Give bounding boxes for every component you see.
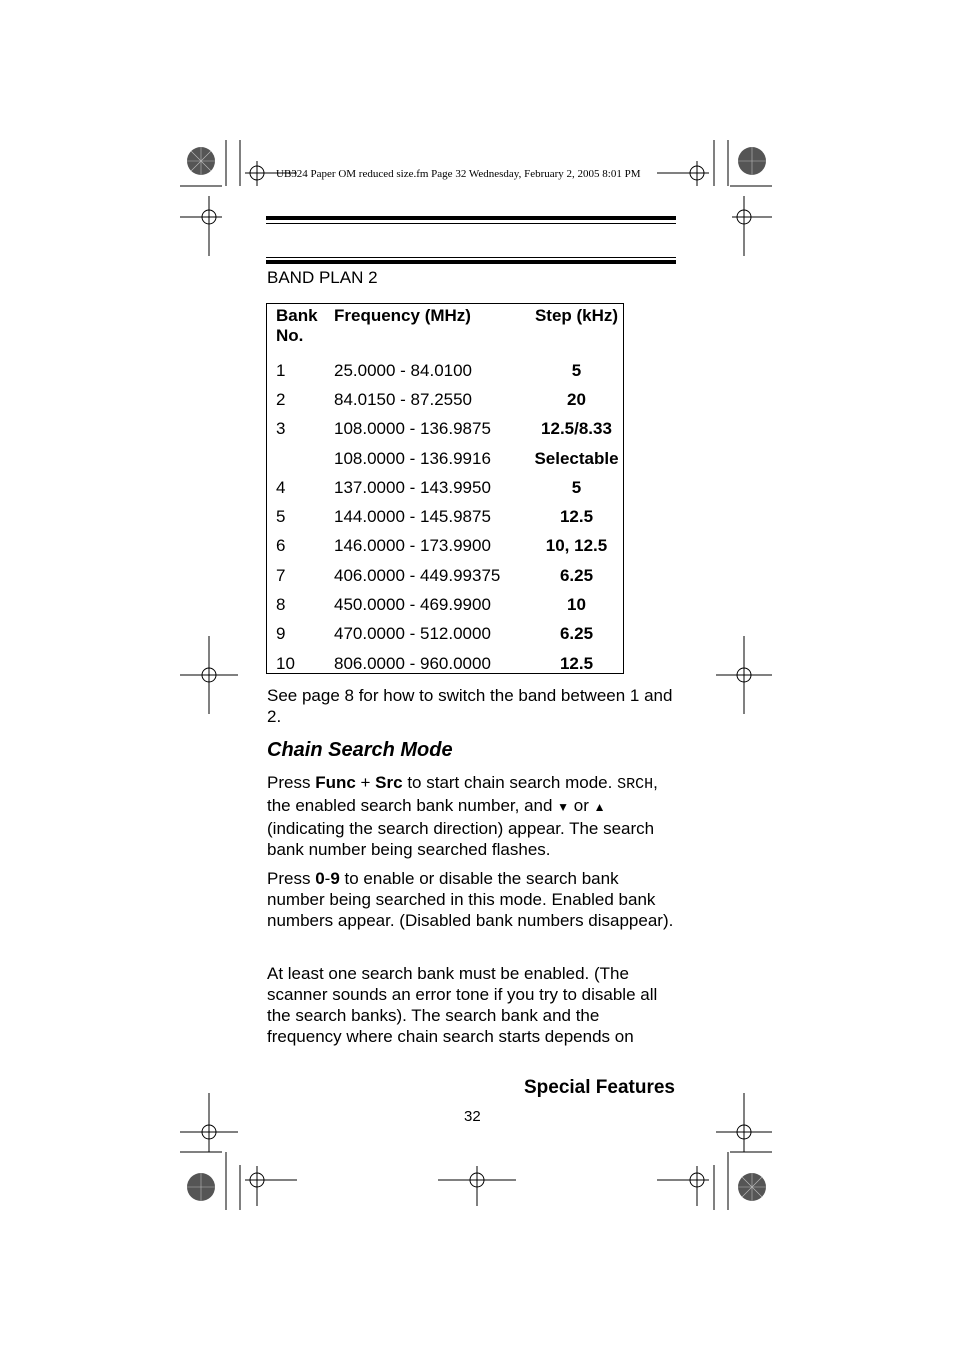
cell-step: 12.5 <box>559 507 594 527</box>
src-key: Src <box>375 773 403 792</box>
cell-step: 10 <box>567 595 586 615</box>
header-frequency: Frequency (MHz) <box>334 306 471 325</box>
chain-paragraph-2 <box>267 868 677 931</box>
table-header-row <box>267 304 623 356</box>
table-row <box>267 532 623 561</box>
table-row <box>267 385 623 414</box>
cell-frequency: 108.0000 - 136.9875 <box>334 419 491 439</box>
section-label: BAND PLAN 2 <box>267 268 378 287</box>
cell-bank: 8 <box>276 595 286 615</box>
cell-bank: 4 <box>276 477 286 497</box>
cell-frequency: 25.0000 - 84.0100 <box>334 360 473 380</box>
cell-bank <box>267 444 334 473</box>
header-bank-line1: Bank <box>276 306 318 325</box>
table-row <box>267 620 623 649</box>
p1-text-rest1: , the enabled search bank number, and <box>267 773 658 815</box>
down-arrow-icon: ▼ <box>557 800 570 814</box>
table-row <box>267 561 623 590</box>
cell-bank: 6 <box>276 536 286 556</box>
cell-frequency: 137.0000 - 143.9950 <box>334 477 491 497</box>
table-row <box>267 444 623 473</box>
up-arrow-icon: ▲ <box>593 800 606 814</box>
cell-step: 20 <box>567 389 586 409</box>
cell-bank: 2 <box>276 389 286 409</box>
table-row <box>267 590 623 619</box>
band-plan-table <box>266 303 624 674</box>
chain-paragraph-3: At least one search bank must be enabled. (The scanner sounds an error tone if you try to disable all the search banks). The search bank and the frequency where chain search starts depends on <box>267 964 658 1046</box>
p2-text-rest: to enable or disable the search bank number being searched in this mode. Enabled bank numbers appear. (Disabled bank numbers disappear). <box>267 869 674 930</box>
cell-frequency: 450.0000 - 469.9900 <box>334 595 491 615</box>
table-row <box>267 473 623 502</box>
cell-frequency: 84.0150 - 87.2550 <box>334 389 473 409</box>
cell-frequency: 806.0000 - 960.0000 <box>334 653 491 673</box>
table-row <box>267 415 623 444</box>
top-rule-thick <box>266 216 676 220</box>
cell-bank: 9 <box>276 624 286 644</box>
cell-frequency: 406.0000 - 449.99375 <box>334 565 501 585</box>
p1-or: or <box>569 796 594 815</box>
section-rule-thin <box>266 257 676 258</box>
cell-step: 6.25 <box>559 565 594 585</box>
page-number: 32 <box>464 1108 481 1125</box>
top-rule-thin <box>266 223 676 224</box>
footer-section-title: Special Features <box>523 1077 675 1098</box>
key-0: 0 <box>315 869 325 888</box>
cell-bank: 3 <box>276 419 286 439</box>
header-step: Step (kHz) <box>534 306 619 325</box>
cell-step: 12.5/8.33 <box>541 419 612 439</box>
cell-step: 5 <box>571 360 582 380</box>
p2-text: Press <box>267 869 316 888</box>
header-bank-line2: No. <box>276 326 304 345</box>
cell-step: 10, 12.5 <box>545 536 608 556</box>
p2-dash: - <box>324 869 331 888</box>
p1-plus: + <box>355 773 376 792</box>
cell-step: 6.25 <box>559 624 594 644</box>
cell-step: Selectable <box>534 448 619 468</box>
table-row <box>267 356 623 385</box>
cell-step: 12.5 <box>559 653 594 673</box>
band-switch-note: See page 8 for how to switch the band between 1 and 2. <box>267 686 673 726</box>
cell-frequency: 470.0000 - 512.0000 <box>334 624 491 644</box>
header-bank <box>267 304 334 356</box>
key-9: 9 <box>330 869 340 888</box>
table-row <box>267 649 623 678</box>
func-key: Func <box>315 773 356 792</box>
section-rule-thick <box>266 260 676 264</box>
cell-bank: 10 <box>276 653 295 673</box>
cell-frequency: 108.0000 - 136.9916 <box>334 448 491 468</box>
p1-text-mid: to start chain search mode. <box>402 773 618 792</box>
cell-bank: 5 <box>276 507 286 527</box>
file-header-line: UB324 Paper OM reduced size.fm Page 32 Wednesday, February 2, 2005 8:01 PM <box>276 168 641 180</box>
cell-frequency: 144.0000 - 145.9875 <box>334 507 491 527</box>
p1-text-rest2: (indicating the search direction) appear. The search bank number being searched flashes. <box>267 819 655 859</box>
srch-display: SRCH <box>617 776 654 793</box>
cell-frequency: 146.0000 - 173.9900 <box>334 536 491 556</box>
table-row <box>267 502 623 531</box>
p1-text: Press <box>267 773 316 792</box>
chain-search-heading: Chain Search Mode <box>267 739 453 761</box>
chain-paragraph-1 <box>267 772 677 860</box>
cell-bank: 1 <box>276 360 286 380</box>
cell-step: 5 <box>571 477 582 497</box>
cell-bank: 7 <box>276 565 286 585</box>
